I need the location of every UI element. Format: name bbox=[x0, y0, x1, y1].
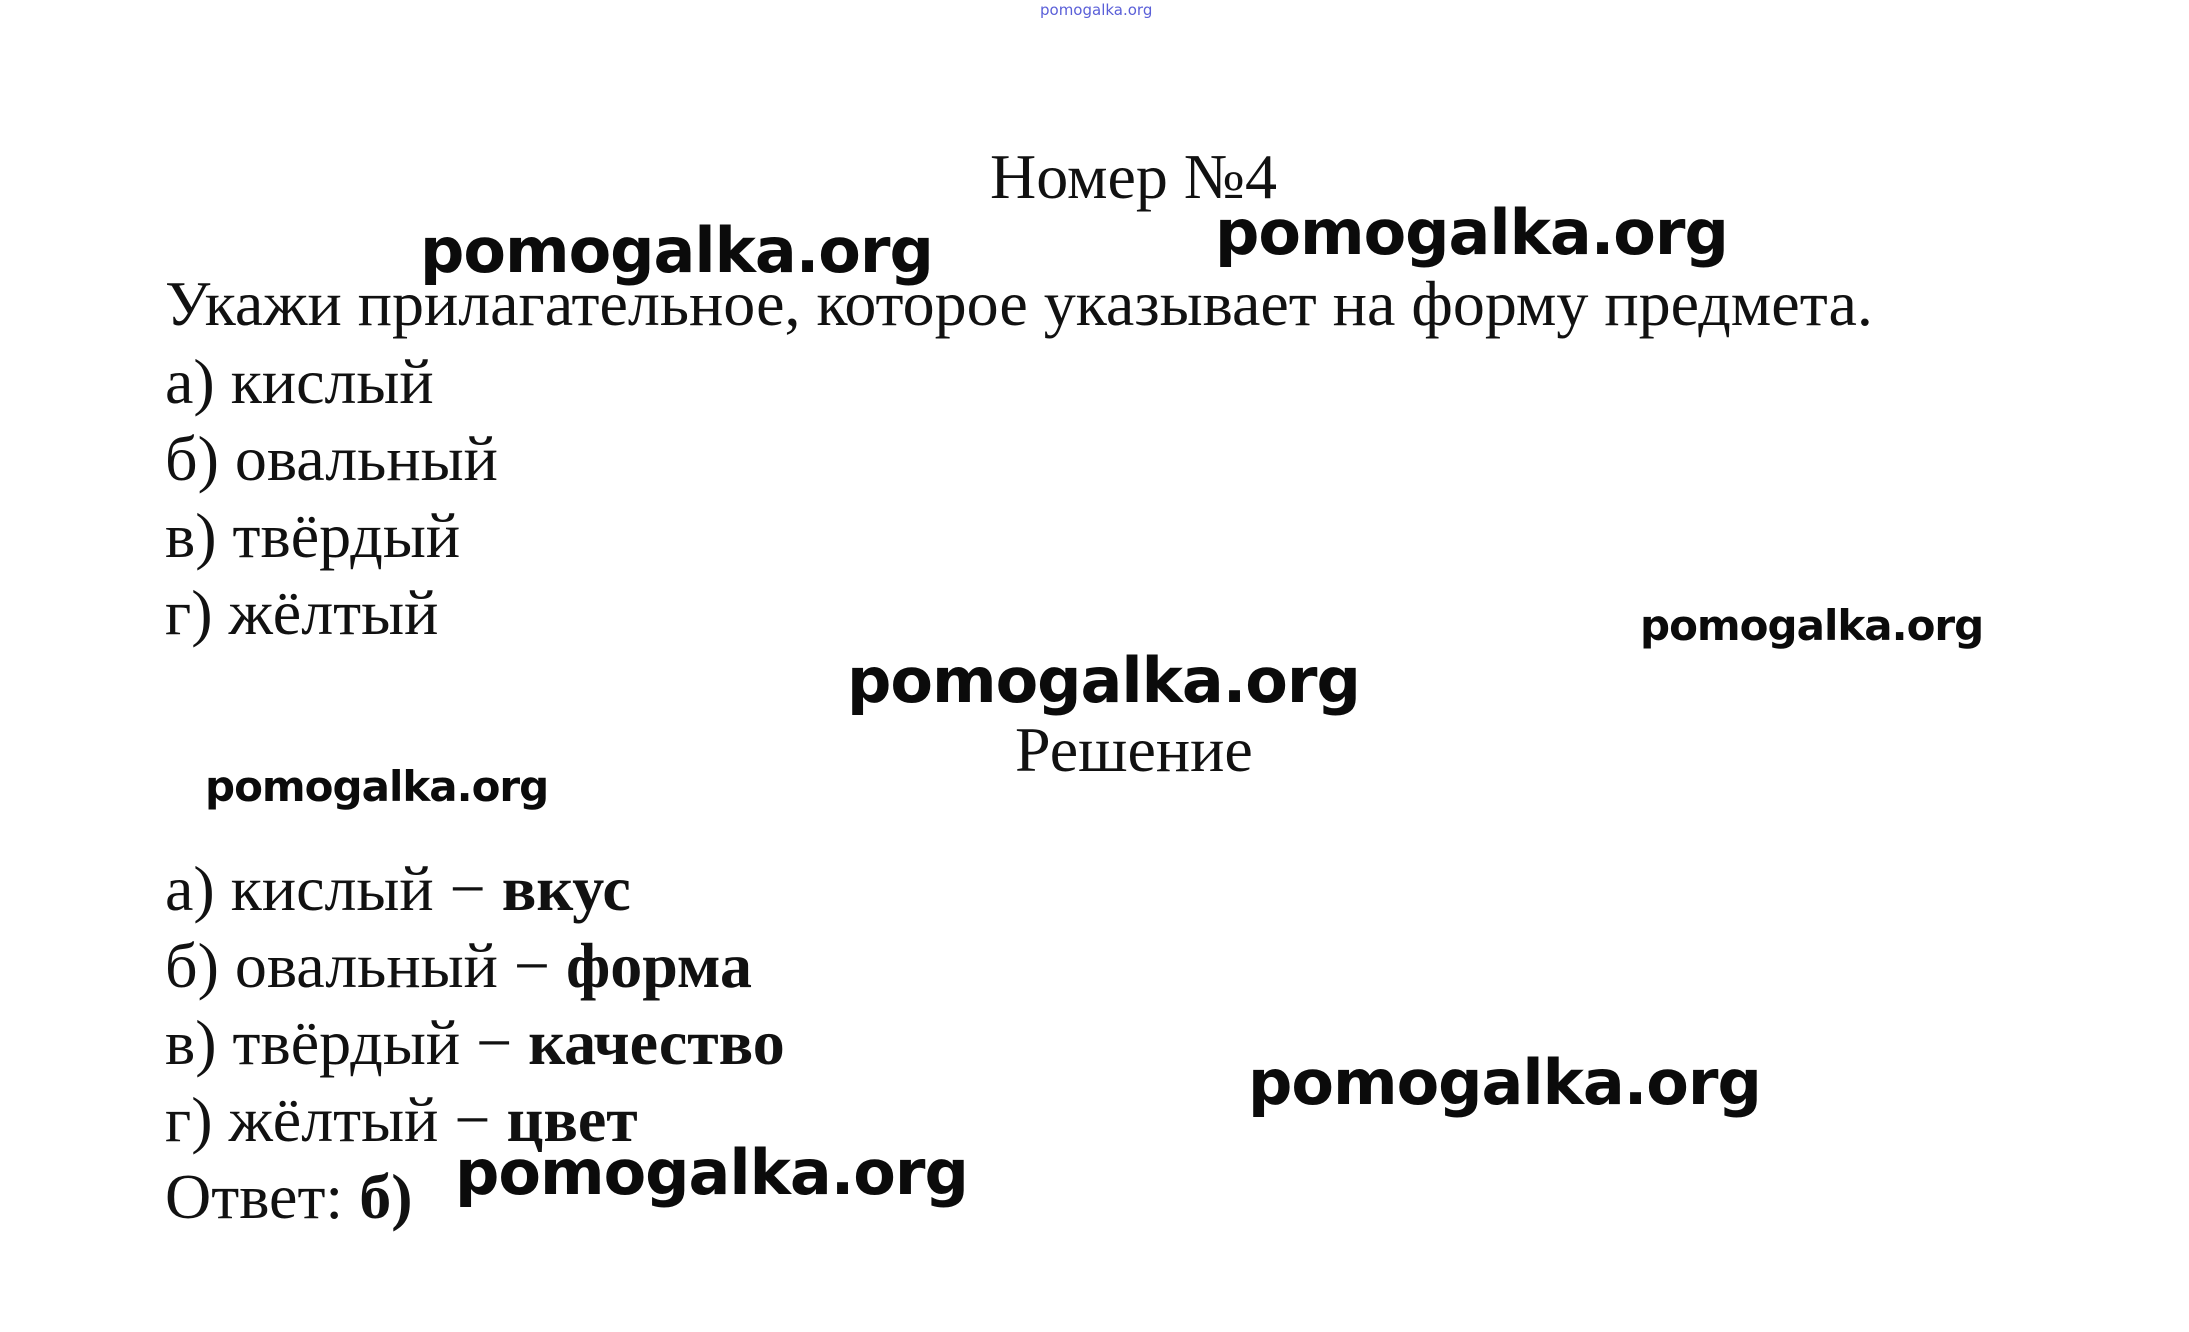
page-title: Номер №4 bbox=[990, 141, 1277, 212]
answer-line bbox=[165, 1161, 413, 1232]
answer-value: б) bbox=[359, 1161, 413, 1232]
solution-heading: Решение bbox=[1015, 714, 1253, 785]
watermark-1: pomogalka.org bbox=[420, 214, 933, 287]
watermark-7: pomogalka.org bbox=[455, 1136, 968, 1209]
solution-line-b-answer: форма bbox=[565, 930, 752, 1001]
watermark-4: pomogalka.org bbox=[847, 644, 1360, 717]
watermark-6: pomogalka.org bbox=[1248, 1046, 1761, 1119]
solution-line-c bbox=[165, 1007, 785, 1078]
solution-line-a bbox=[165, 853, 631, 924]
answer-label: Ответ: bbox=[165, 1161, 360, 1232]
solution-line-b-prefix: б) овальный − bbox=[165, 930, 566, 1001]
watermark-5: pomogalka.org bbox=[205, 762, 549, 811]
solution-line-c-answer: качество bbox=[528, 1007, 785, 1078]
option-d: г) жёлтый bbox=[165, 577, 439, 648]
solution-line-d-prefix: г) жёлтый − bbox=[165, 1084, 507, 1155]
solution-line-a-answer: вкус bbox=[501, 853, 631, 924]
watermark-3: pomogalka.org bbox=[1640, 601, 1984, 650]
site-header-link[interactable]: pomogalka.org bbox=[1040, 1, 1153, 19]
solution-line-b bbox=[165, 930, 752, 1001]
watermark-2: pomogalka.org bbox=[1215, 196, 1728, 269]
option-c: в) твёрдый bbox=[165, 500, 461, 571]
question-text: Укажи прилагательное, которое указывает на форму предмета. bbox=[165, 268, 1873, 339]
solution-line-d-answer: цвет bbox=[506, 1084, 638, 1155]
option-a: а) кислый bbox=[165, 346, 434, 417]
solution-line-c-prefix: в) твёрдый − bbox=[165, 1007, 529, 1078]
option-b: б) овальный bbox=[165, 423, 498, 494]
solution-line-a-prefix: а) кислый − bbox=[165, 853, 502, 924]
